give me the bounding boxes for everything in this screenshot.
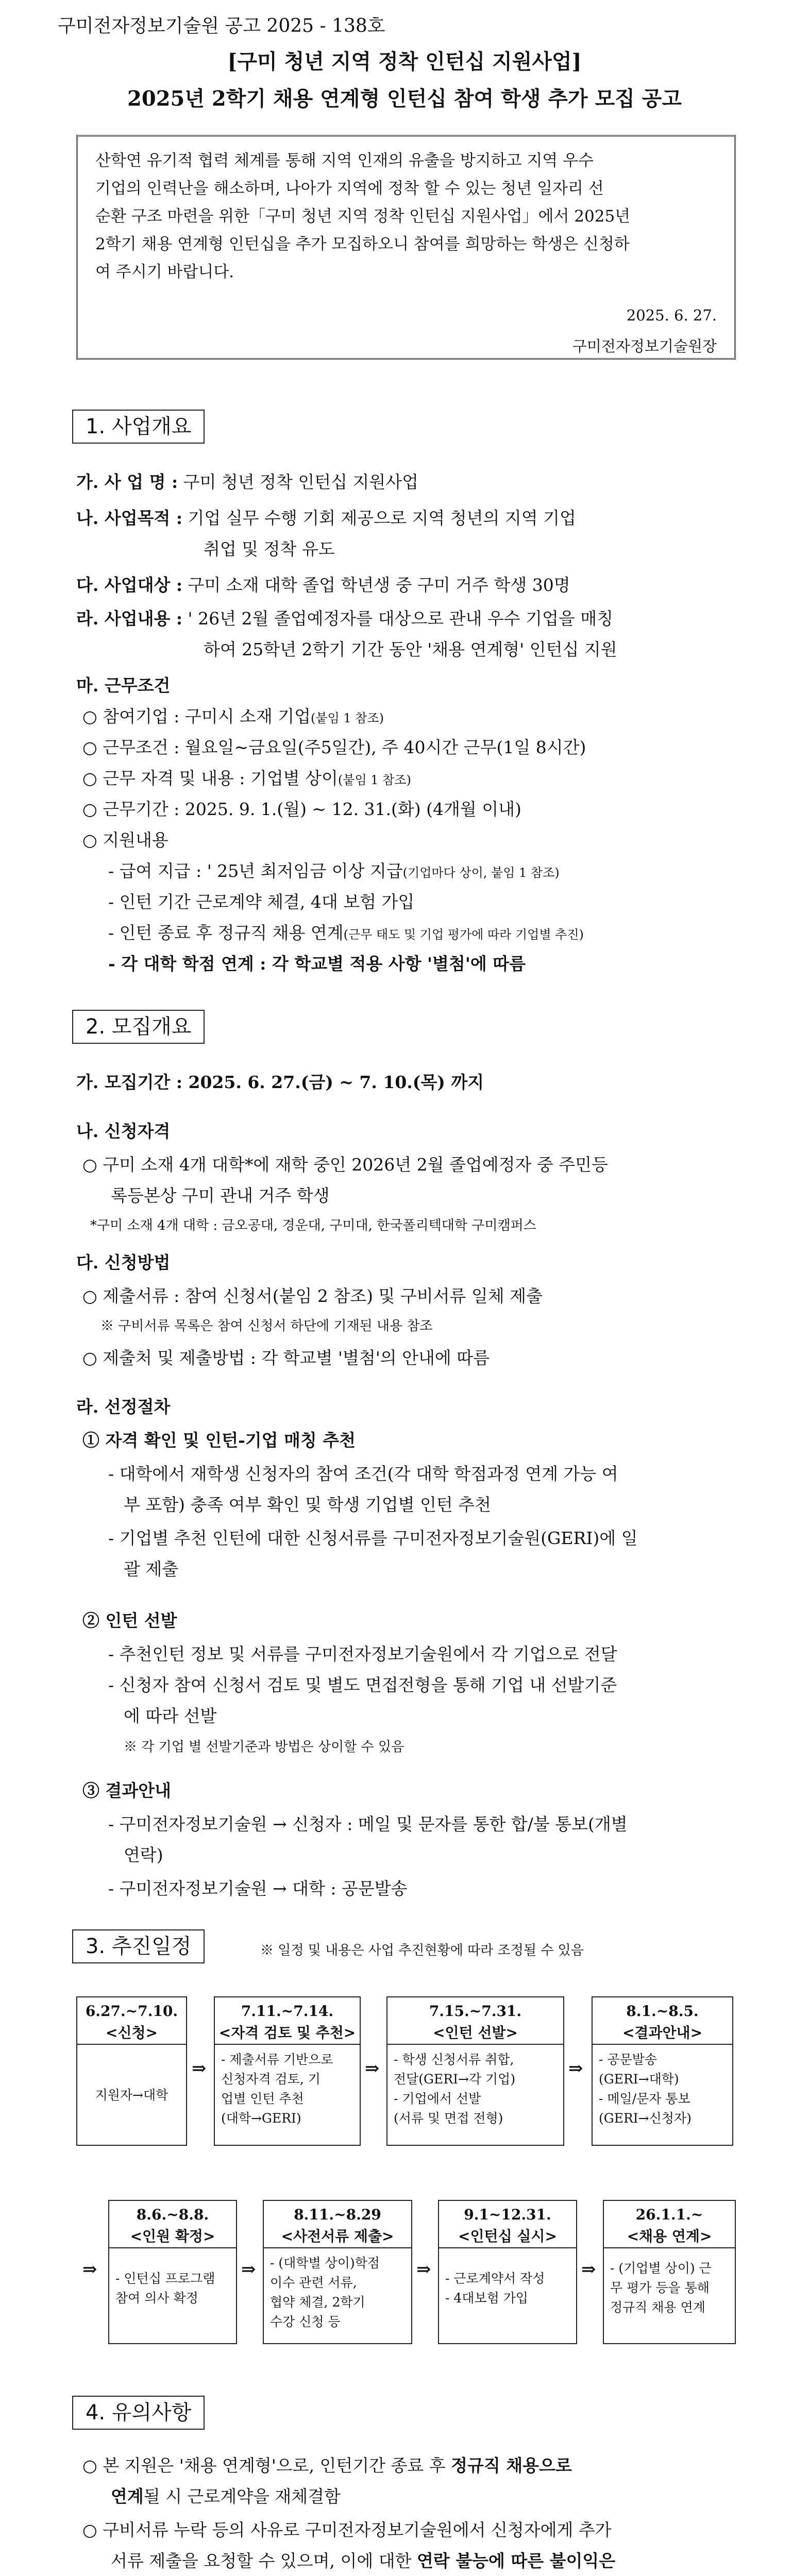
step2-line: 에 따라 선발 (124, 1706, 217, 1726)
intro-line: 2학기 채용 연계형 인턴십을 추가 모집하오니 참여를 희망하는 학생은 신청하 (95, 235, 630, 253)
step2-line: - 신청자 참여 신청서 검토 및 별도 면접전형을 통해 기업 내 선발기준 (108, 1675, 617, 1695)
schedule-step-review: 7.11.~7.14. <자격 검토 및 추천> - 제출서류 기반으로 신청자격 검토, 기 업별 인턴 추천 (대학→GERI) (214, 1996, 361, 2146)
flow-arrow: ⇒ (192, 2058, 207, 2079)
intro-box (76, 135, 736, 360)
support-item: - 급여 지급 : ' 25년 최저임금 이상 지급(기업마다 상이, 붙임 1 참조) (108, 861, 560, 881)
schedule-step-header: 6.27.~7.10. <신청> (77, 1997, 186, 2045)
work-item: ○ 지원내용 (82, 830, 168, 850)
project-content (76, 605, 613, 630)
support-item: - 각 대학 학점 연계 : 각 학교별 적용 사항 '별첨'에 따름 (108, 954, 526, 974)
work-item: ○ 근무기간 : 2025. 9. 1.(월) ~ 12. 31.(화) (4개월 이내) (82, 799, 521, 819)
project-target (76, 572, 570, 596)
project-purpose-label: 나. 사업목적 : (76, 508, 183, 528)
support-item: - 인턴 종료 후 정규직 채용 연계(근무 태도 및 기업 평가에 따라 기업별 추진) (108, 923, 584, 943)
step1-line: 괄 제출 (124, 1559, 179, 1579)
qualification-note: *구미 소재 4개 대학 : 금오공대, 경운대, 구미대, 한국폴리텍대학 구미캠퍼스 (90, 1218, 536, 1233)
notice-line: 서류 제출을 요청할 수 있으며, 이에 대한 연락 불능에 따른 불이익은 (111, 2551, 616, 2571)
section-heading-recruit: 2. 모집개요 (72, 1010, 205, 1044)
notice-line: 연계될 시 근로계약을 재체결함 (111, 2486, 341, 2506)
step3-line: - 구미전자정보기술원 → 신청자 : 메일 및 문자를 통한 합/불 통보(개별 (108, 1814, 628, 1834)
intro-line: 순환 구조 마련을 위한「구미 청년 지역 정착 인턴십 지원사업」에서 2025년 (95, 207, 631, 226)
work-item: ○ 참여기업 : 구미시 소재 기업(붙임 1 참조) (82, 706, 384, 726)
project-content-cont: 하여 25학년 2학기 기간 동안 '채용 연계형' 인턴십 지원 (204, 639, 617, 659)
qualification-label: 나. 신청자격 (76, 1121, 171, 1141)
schedule-step-body: 지원자→대학 (95, 2087, 168, 2103)
method-note: ※ 구비서류 목록은 참여 신청서 하단에 기재된 내용 참조 (100, 1318, 433, 1334)
step1-title: ① 자격 확인 및 인턴-기업 매칭 추천 (82, 1430, 356, 1450)
section-heading-overview: 1. 사업개요 (72, 410, 205, 444)
schedule-note: ※ 일정 및 내용은 사업 추진현황에 따라 조정될 수 있음 (260, 1943, 584, 1958)
project-name-value: 구미 청년 정착 인턴십 지원사업 (183, 472, 419, 492)
flow-arrow: ⇒ (416, 2259, 431, 2280)
procedure-label: 라. 선정절차 (76, 1397, 171, 1417)
step2-title: ② 인턴 선발 (82, 1611, 177, 1631)
support-item: - 인턴 기간 근로계약 체결, 4대 보험 가입 (108, 892, 415, 912)
recruit-period: 가. 모집기간 : 2025. 6. 27.(금) ~ 7. 10.(목) 까지 (76, 1072, 484, 1092)
work-conditions-label: 마. 근무조건 (76, 675, 171, 696)
method-line: ○ 제출서류 : 참여 신청서(붙임 2 참조) 및 구비서류 일체 제출 (82, 1286, 543, 1306)
section-heading-schedule: 3. 추진일정 (72, 1929, 205, 1963)
flow-arrow: ⇒ (568, 2058, 583, 2079)
project-purpose-cont: 취업 및 정착 유도 (204, 539, 335, 559)
step3-line: - 구미전자정보기술원 → 대학 : 공문발송 (108, 1878, 408, 1899)
work-item: ○ 근무조건 : 월요일~금요일(주5일간), 주 40시간 근무(1일 8시간) (82, 737, 586, 757)
project-purpose (76, 505, 576, 529)
schedule-step-documents: 8.11.~8.29 <사전서류 제출> - (대학별 상이)학점 이수 관련 서류, 협약 체결, 2학기 수강 신청 등 (263, 2200, 412, 2344)
project-target-value: 구미 소재 대학 졸업 학년생 중 구미 거주 학생 30명 (188, 575, 570, 595)
intro-line: 산학연 유기적 협력 체계를 통해 지역 인재의 유출을 방지하고 지역 우수 (95, 151, 594, 170)
document-title-line1: [구미 청년 지역 정착 인턴십 지원사업] (227, 49, 582, 74)
flow-arrow: ⇒ (365, 2058, 380, 2079)
schedule-step-apply (76, 1996, 187, 2146)
flow-arrow: ⇒ (581, 2259, 596, 2280)
step1-line: 부 포함) 충족 여부 확인 및 학생 기업별 인턴 추천 (124, 1495, 491, 1515)
schedule-step-hiring: 26.1.1.~ <채용 연계> - (기업별 상이) 근 무 평가 등을 통해 정규직 채용 연계 (603, 2200, 736, 2344)
step2-line: - 추천인턴 정보 및 서류를 구미전자정보기술원에서 각 기업으로 전달 (108, 1644, 617, 1664)
intro-line: 기업의 인력난을 해소하며, 나아가 지역에 정착 할 수 있는 청년 일자리 선 (95, 179, 604, 198)
flow-arrow: ⇒ (241, 2259, 256, 2280)
section-heading-notes: 4. 유의사항 (72, 2396, 205, 2430)
step1-line: - 기업별 추천 인턴에 대한 신청서류를 구미전자정보기술원(GERI)에 일 (108, 1528, 638, 1548)
notice-line: ○ 구비서류 누락 등의 사유로 구미전자정보기술원에서 신청자에게 추가 (82, 2520, 612, 2540)
project-name-label: 가. 사 업 명 : (76, 472, 178, 492)
schedule-step-result: 8.1.~8.5. <결과안내> - 공문발송 (GERI→대학) - 메일/문자 통보 (GERI→신청자) (592, 1996, 733, 2146)
project-purpose-value: 기업 실무 수행 기회 제공으로 지역 청년의 지역 기업 (188, 508, 576, 528)
project-target-label: 다. 사업대상 : (76, 575, 183, 595)
flow-arrow: ⇒ (82, 2259, 97, 2280)
schedule-step-selection: 7.15.~7.31. <인턴 선발> - 학생 신청서류 취합, 전달(GERI→각 기업) - 기업에서 선발 (서류 및 면접 전형) (386, 1996, 564, 2146)
intro-date: 2025. 6. 27. (626, 307, 717, 324)
project-name (76, 469, 418, 493)
method-line: ○ 제출처 및 제출방법 : 각 학교별 '별첨'의 안내에 따름 (82, 1348, 490, 1368)
step3-line: 연락) (124, 1845, 163, 1865)
announcement-number: 구미전자정보기술원 공고 2025 - 138호 (58, 15, 385, 37)
qualification-line: 록등본상 구미 관내 거주 학생 (111, 1185, 330, 1206)
qualification-line: ○ 구미 소재 4개 대학*에 재학 중인 2026년 2월 졸업예정자 중 주민등 (82, 1155, 608, 1175)
document-title-line2: 2025년 2학기 채용 연계형 인턴십 참여 학생 추가 모집 공고 (127, 87, 682, 111)
step3-title: ③ 결과안내 (82, 1781, 172, 1801)
schedule-step-confirm: 8.6.~8.8. <인원 확정> - 인턴십 프로그램 참여 의사 확정 (108, 2200, 237, 2344)
intro-line: 여 주시기 바랍니다. (95, 263, 234, 281)
notice-line: ○ 본 지원은 '채용 연계형'으로, 인턴기간 종료 후 정규직 채용으로 (82, 2455, 572, 2476)
schedule-step-internship: 9.1~12.31. <인턴십 실시> - 근로계약서 작성 - 4대보험 가입 (438, 2200, 577, 2344)
intro-org: 구미전자정보기술원장 (572, 337, 717, 355)
method-label: 다. 신청방법 (76, 1252, 171, 1273)
step1-line: - 대학에서 재학생 신청자의 참여 조건(각 대학 학점과정 연계 가능 여 (108, 1464, 618, 1484)
project-content-label: 라. 사업내용 : (76, 608, 183, 629)
project-content-value: ' 26년 2월 졸업예정자를 대상으로 관내 우수 기업을 매칭 (188, 608, 613, 629)
step2-note: ※ 각 기업 별 선발기준과 방법은 상이할 수 있음 (124, 1739, 404, 1755)
work-item: ○ 근무 자격 및 내용 : 기업별 상이(붙임 1 참조) (82, 768, 411, 788)
